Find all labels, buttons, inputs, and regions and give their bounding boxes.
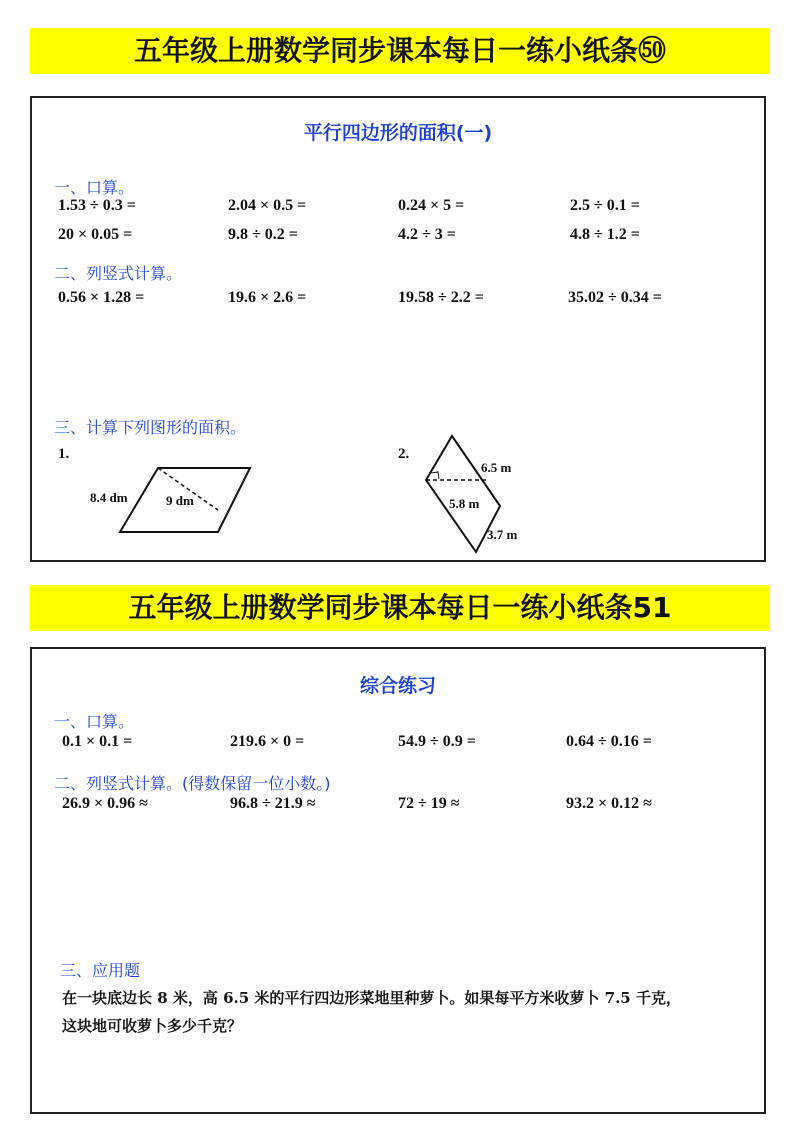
oral-item-8: 4.8 ÷ 1.2 = [570,226,640,243]
sheet50-title: 平行四边形的面积(一) [303,122,493,144]
figure2-side-label: 6.5 m [481,460,512,475]
sheet50-section3-heading: 三、计算下列图形的面积。 [54,418,247,437]
sheet51-section3-heading: 三、应用题 [60,961,141,980]
word-problem-line-2: 这块地可收萝卜多少千克？ [62,1017,243,1035]
vertical-item-3: 19.58 ÷ 2.2 = [398,289,484,306]
sheet51-banner: 五年级上册数学同步课本每日一练小纸条51 [30,585,770,631]
word-problem-line-1: 在一块底边长 8 米，高 6.5 米的平行四边形菜地里种萝卜。如果每平方米收萝卜 7.5 千克， [62,989,681,1007]
oral-item-5: 20 × 0.05 = [58,226,133,243]
oral-item-3: 54.9 ÷ 0.9 = [398,733,476,750]
parallelogram-figure-2 [32,98,764,560]
oral-item-1: 1.53 ÷ 0.3 = [58,197,136,214]
oral-item-4: 2.5 ÷ 0.1 = [570,197,640,214]
figure1-height-label: 9 dm [166,493,194,508]
figure2-base-label: 3.7 m [487,527,518,542]
sheet50-section1-heading: 一、口算。 [54,178,135,197]
vertical-item-4: 93.2 × 0.12 ≈ [566,795,652,812]
vertical-item-3: 72 ÷ 19 ≈ [398,795,460,812]
sheet51-title: 综合练习 [359,675,436,697]
vertical-item-1: 0.56 × 1.28 = [58,289,145,306]
oral-item-4: 0.64 ÷ 0.16 = [566,733,652,750]
figure1-number: 1. [58,446,70,462]
sheet51-section2-heading: 二、列竖式计算。(得数保留一位小数。) [54,774,331,793]
sheet51-section1-heading: 一、口算。 [54,712,135,731]
oral-item-6: 9.8 ÷ 0.2 = [228,226,298,243]
oral-item-2: 2.04 × 0.5 = [228,197,307,214]
sheet50-banner: 五年级上册数学同步课本每日一练小纸条㊿ [30,28,770,74]
sheet50-panel [30,96,766,562]
figure1-side-label: 8.4 dm [90,490,128,505]
sheet51-panel [30,647,766,1114]
vertical-item-2: 19.6 × 2.6 = [228,289,307,306]
sheet50-section2-heading: 二、列竖式计算。 [54,264,183,283]
oral-item-2: 219.6 × 0 = [230,733,305,750]
oral-item-7: 4.2 ÷ 3 = [398,226,456,243]
figure2-height-label: 5.8 m [449,496,480,511]
vertical-item-1: 26.9 × 0.96 ≈ [62,795,148,812]
vertical-item-2: 96.8 ÷ 21.9 ≈ [230,795,316,812]
vertical-item-4: 35.02 ÷ 0.34 = [568,289,662,306]
oral-item-1: 0.1 × 0.1 = [62,733,133,750]
oral-item-3: 0.24 × 5 = [398,197,465,214]
figure2-number: 2. [398,446,410,462]
